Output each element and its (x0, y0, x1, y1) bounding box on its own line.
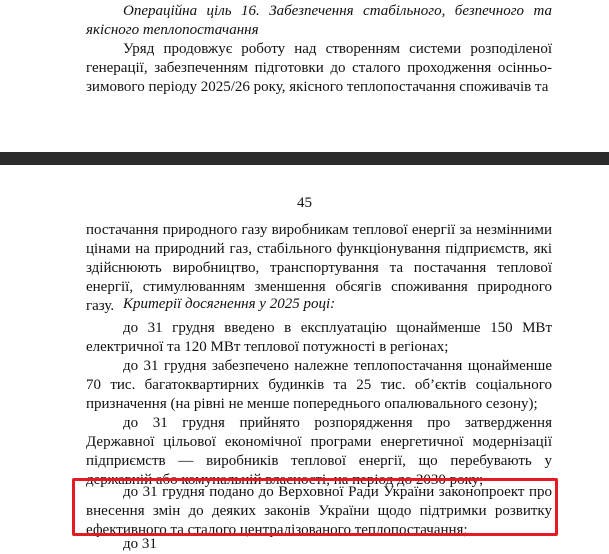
page-number: 45 (297, 195, 312, 211)
operational-goal-heading: Операційна ціль 16. Забезпечення стабільного, безпечного та якісного теплопостачання (86, 3, 552, 38)
intro-paragraph: Уряд продовжує роботу над створенням системи розподіленої генерації, забезпеченням підготовки до сталого проходження осінньо-зимового періоду 2025/26 року, якісного теплопостачання споживачів та (86, 41, 552, 95)
criteria-heading: Критерії досягнення у 2025 році: (123, 296, 336, 312)
criteria-item-2: до 31 грудня забезпечено належне теплопостачання щонайменше 70 тис. багатоквартирних будинків та 25 тис. об’єктів соціального призначення (на рівні не менше попереднього опалювального сезону); (86, 358, 552, 412)
document-page-top (0, 0, 609, 152)
next-item-partial: до 31 (123, 536, 157, 552)
document-page-bottom (0, 165, 609, 552)
page-break (0, 152, 609, 165)
continuation-paragraph: постачання природного газу виробникам теплової енергії за незмінними цінами на природний газ, стабільного функціонування підприємств, які здійснюють виробництво, транспортування та постачання теплової енергії, стимулюванням зменшення обсягів споживання природного газу. (86, 222, 552, 314)
criteria-item-4-highlighted: до 31 грудня подано до Верховної Ради України законопроект про внесення змін до деяких законів України щодо підтримки розвитку ефективного та сталого централізованого теплопостачання; (86, 484, 552, 538)
criteria-item-1: до 31 грудня введено в експлуатацію щонайменше 150 МВт електричної та 120 МВт теплової потужності в регіонах; (86, 320, 552, 355)
highlight-box (72, 478, 558, 536)
criteria-item-3: до 31 грудня прийнято розпорядження про затвердження Державної цільової економічної програми енергетичної модернізації підприємств — виробників теплової енергії, що перебувають у державній або комунальній власності, на період до 2030 року; (86, 415, 552, 488)
